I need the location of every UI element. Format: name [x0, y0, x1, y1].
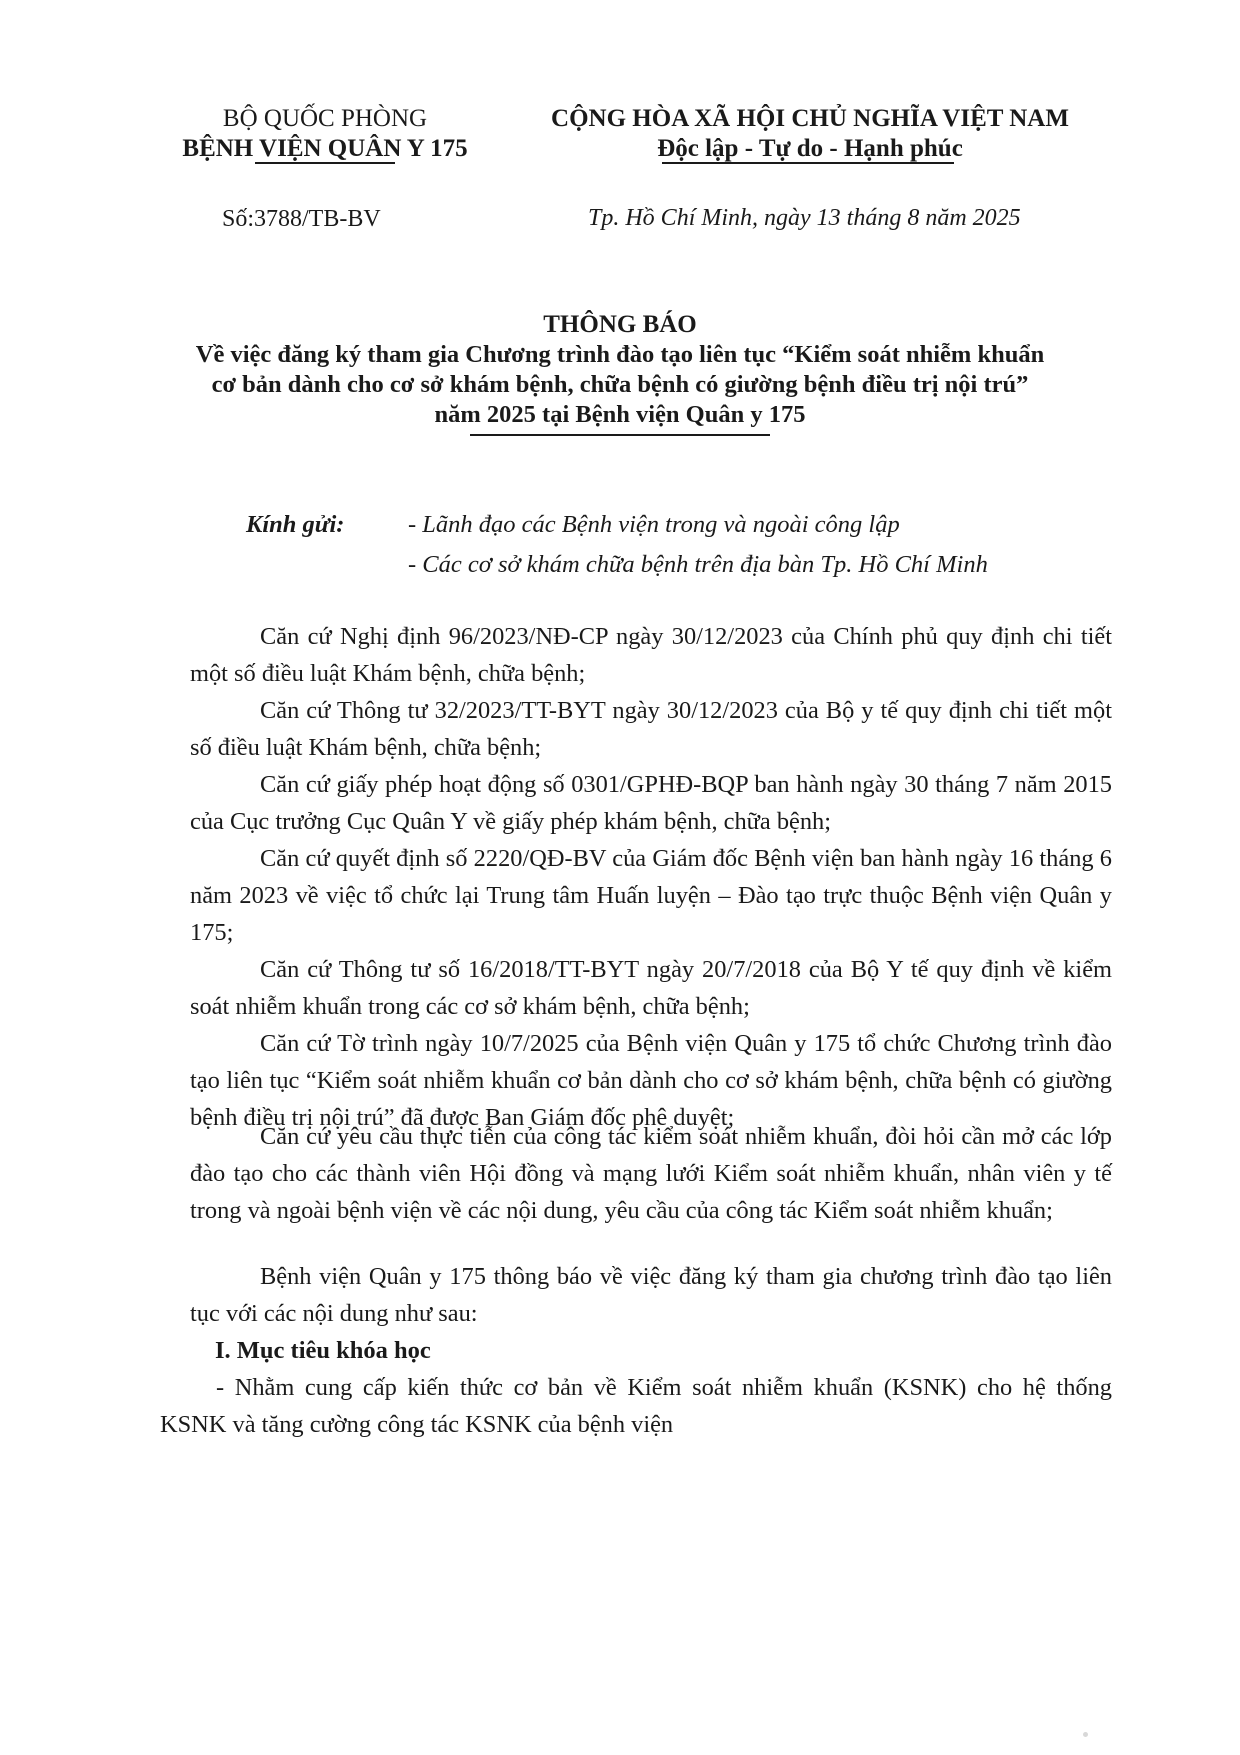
title-underline — [470, 434, 770, 436]
legal-basis-paragraph: Căn cứ giấy phép hoạt động số 0301/GPHĐ-BQP ban hành ngày 30 tháng 7 năm 2015 của Cục trưởng Cục Quân Y về giấy phép khám bệnh, chữa bệnh; — [190, 771, 1112, 835]
nation-motto: Độc lập - Tự do - Hạnh phúc — [657, 135, 963, 162]
legal-basis-paragraph: Căn cứ quyết định số 2220/QĐ-BV của Giám đốc Bệnh viện ban hành ngày 16 tháng 6 năm 2023 về việc tổ chức lại Trung tâm Huấn luyện – Đào tạo trực thuộc Bệnh viện Quân y 175; — [190, 845, 1112, 946]
notice-title-block — [120, 310, 1120, 430]
ministry-name: BỘ QUỐC PHÒNG — [222, 105, 428, 132]
page-mark — [1083, 1732, 1088, 1737]
recipients-label: Kính gửi: — [246, 511, 345, 538]
national-heading — [500, 104, 1120, 164]
legal-basis-paragraph: Căn cứ Nghị định 96/2023/NĐ-CP ngày 30/12/2023 của Chính phủ quy định chi tiết một số điều luật Khám bệnh, chữa bệnh; — [190, 623, 1112, 687]
objective-paragraph: - Nhằm cung cấp kiến thức cơ bản về Kiểm soát nhiễm khuẩn (KSNK) cho hệ thống KSNK và tăng cường công tác KSNK của bệnh viện — [160, 1374, 1112, 1438]
place-and-date: Tp. Hồ Chí Minh, ngày 13 tháng 8 năm 2025 — [588, 205, 1021, 231]
section-heading: I. Mục tiêu khóa học — [215, 1337, 431, 1364]
recipient-item: - Lãnh đạo các Bệnh viện trong và ngoài công lập — [408, 511, 900, 538]
notice-subject-line-1: Về việc đăng ký tham gia Chương trình đào tạo liên tục “Kiểm soát nhiễm khuẩn — [195, 341, 1045, 368]
legal-basis-paragraph: Căn cứ yêu cầu thực tiễn của công tác kiểm soát nhiễm khuẩn, đòi hỏi cần mở các lớp đào tạo cho các thành viên Hội đồng và mạng lưới Kiểm soát nhiễm khuẩn, nhân viên y tế trong và ngoài bệnh viện về các nội dung, yêu cầu của công tác Kiểm soát nhiễm khuẩn; — [190, 1123, 1112, 1224]
legal-basis-paragraph: Căn cứ Tờ trình ngày 10/7/2025 của Bệnh viện Quân y 175 tổ chức Chương trình đào tạo liên tục “Kiểm soát nhiễm khuẩn cơ bản dành cho cơ sở khám bệnh, chữa bệnh có giường bệnh điều trị nội trú” đã được Ban Giám đốc phê duyệt; — [190, 1030, 1112, 1131]
motto-underline — [662, 162, 954, 164]
nation-title: CỘNG HÒA XÃ HỘI CHỦ NGHĨA VIỆT NAM — [551, 105, 1069, 132]
legal-basis-paragraph: Căn cứ Thông tư số 16/2018/TT-BYT ngày 20/7/2018 của Bộ Y tế quy định về kiểm soát nhiễm khuẩn trong các cơ sở khám bệnh, chữa bệnh; — [190, 956, 1112, 1020]
notice-subject-line-2: cơ bản dành cho cơ sở khám bệnh, chữa bệnh có giường bệnh điều trị nội trú” — [211, 371, 1029, 398]
announcement-paragraph: Bệnh viện Quân y 175 thông báo về việc đăng ký tham gia chương trình đào tạo liên tục với các nội dung như sau: — [190, 1263, 1112, 1327]
recipient-item: - Các cơ sở khám chữa bệnh trên địa bàn Tp. Hồ Chí Minh — [408, 551, 988, 578]
hospital-name: BỆNH VIỆN QUÂN Y 175 — [182, 135, 468, 162]
notice-title: THÔNG BÁO — [543, 311, 697, 338]
legal-basis-paragraph: Căn cứ Thông tư 32/2023/TT-BYT ngày 30/12/2023 của Bộ y tế quy định chi tiết một số điều luật Khám bệnh, chữa bệnh; — [190, 697, 1112, 761]
notice-subject-line-3: năm 2025 tại Bệnh viện Quân y 175 — [434, 401, 806, 428]
hospital-name-underline — [255, 162, 395, 164]
document-number: Số:3788/TB-BV — [222, 206, 381, 232]
issuing-organization — [160, 104, 490, 164]
